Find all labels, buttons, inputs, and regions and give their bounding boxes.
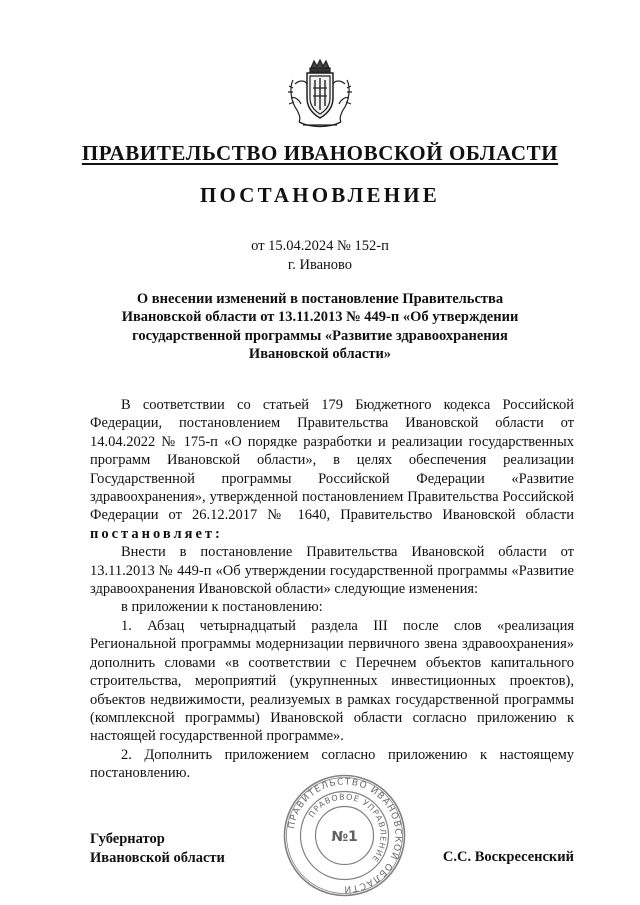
document-subject <box>80 290 560 363</box>
city: г. Иваново <box>287 257 353 273</box>
document-type: ПОСТАНОВЛЕНИЕ <box>199 183 441 207</box>
signatory-title <box>90 830 225 867</box>
coat-of-arms-icon <box>287 58 353 130</box>
government-title: ПРАВИТЕЛЬСТВО ИВАНОВСКОЙ ОБЛАСТИ <box>81 141 559 165</box>
official-seal-icon <box>282 773 407 898</box>
seal-outer-text: ПРАВИТЕЛЬСТВО ИВАНОВСКОЙ ОБЛАСТИ <box>286 777 403 894</box>
preamble-text: В соответствии со статьей 179 Бюджетного кодекса Российской Федерации, постановлением Правительства Ивановской области от 14.04.2022 № 175-п «О порядке разработки и реализации государственных программ Ивановской области», в целях обеспечения реализации Государственной программы Российской Федерации «Развитие здравоохранения», утвержденной постановлением Правительства Российской Федерации от 26.12.2017 № 1640, Правительство Ивановской области <box>90 397 574 524</box>
signatory-title-line: Ивановской области <box>90 849 225 866</box>
seal-number: №1 <box>331 829 358 845</box>
amendment-paragraph: Внести в постановление Правительства Ивановской области от 13.11.2013 № 449-п «Об утверждении государственной программы «Развитие здравоохранения Ивановской области» следующие изменения: <box>90 544 574 598</box>
document-body <box>90 396 574 783</box>
subject-line: О внесении изменений в постановление Правительства <box>136 291 504 307</box>
item-2-paragraph: 2. Дополнить приложением согласно приложению к настоящему постановлению. <box>90 746 574 782</box>
resolves-word: постановляет: <box>90 525 223 542</box>
appendix-paragraph: в приложении к постановлению: <box>121 599 323 616</box>
subject-line: Ивановской области» <box>248 345 392 362</box>
preamble-paragraph <box>90 396 574 543</box>
signatory-title-line: Губернатор <box>90 831 165 847</box>
item-1-paragraph: 1. Абзац четырнадцатый раздела III после слов «реализация Региональной программы модернизации первичного звена здравоохранения» дополнить словами «в соответствии с Перечнем объектов капитального строительства, мероприятий (укрупненных инвестиционных проектов), объектов недвижимости, реализуемых в рамках государственной программы (комплексной программы) Ивановской области согласно приложению к настоящей государственной программе». <box>90 617 574 745</box>
seal-inner-text: ПРАВОВОЕ УПРАВЛЕНИЕ <box>307 792 388 865</box>
date-number: от 15.04.2024 № 152-п <box>251 238 389 254</box>
signatory-name: С.С. Воскресенский <box>442 849 574 865</box>
subject-line: государственной программы «Развитие здравоохранения <box>132 327 508 344</box>
subject-line: Ивановской области от 13.11.2013 № 449-п «Об утверждении <box>121 309 519 326</box>
